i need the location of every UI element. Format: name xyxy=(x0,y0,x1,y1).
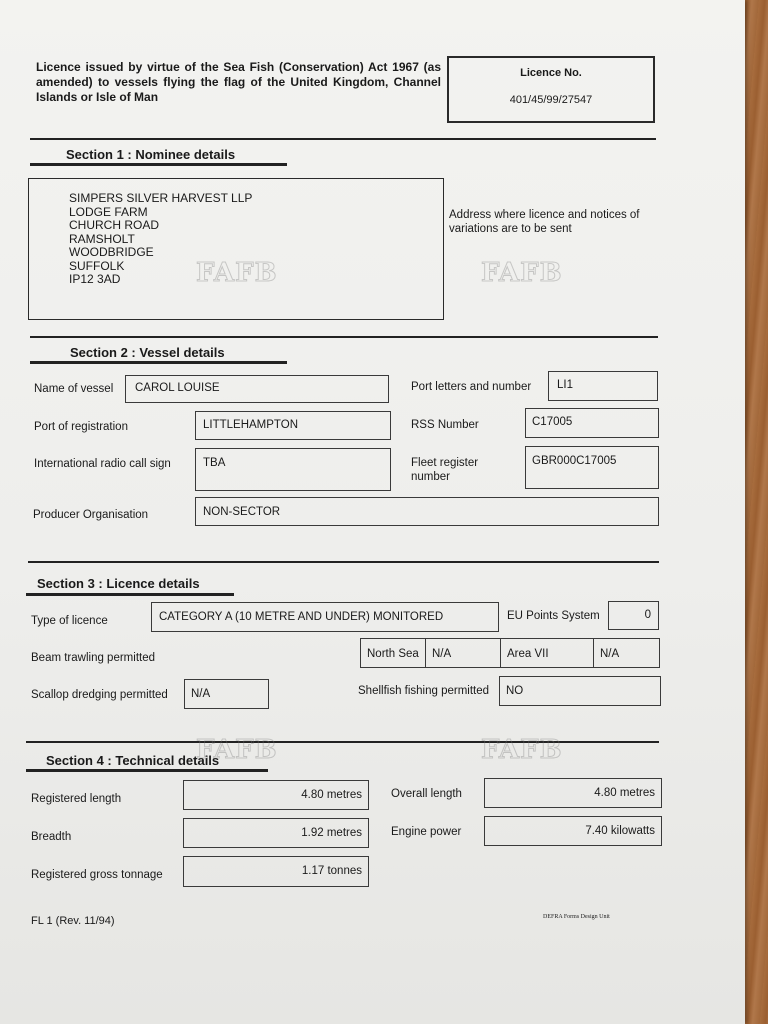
licence-type-field xyxy=(151,602,499,632)
intro-text: Licence issued by virtue of the Sea Fish (Conservation) Act 1967 (as amended) to vessels flying the flag of the United Kingdom, Channel Islands or Isle of Man xyxy=(36,60,441,104)
vessel-name-label: Name of vessel xyxy=(34,383,114,395)
section3-underline xyxy=(26,593,234,596)
beam-trawling-grid xyxy=(360,638,660,668)
watermark: FAFB xyxy=(196,735,278,765)
radio-call-sign-field xyxy=(195,448,391,491)
registered-length-value: 4.80 metres xyxy=(301,789,362,801)
fleet-register-label xyxy=(411,456,478,484)
section2-top-rule xyxy=(30,336,658,338)
shellfish-fishing-label: Shellfish fishing permitted xyxy=(358,685,490,697)
overall-length-field xyxy=(484,778,662,808)
scallop-dredging-label: Scallop dredging permitted xyxy=(31,689,168,701)
licence-type-label: Type of licence xyxy=(31,615,108,627)
gross-tonnage-value: 1.17 tonnes xyxy=(301,865,362,877)
licence-type-value: CATEGORY A (10 METRE AND UNDER) MONITORED xyxy=(159,611,444,623)
section2-underline xyxy=(30,361,287,364)
address-line: IP12 3AD xyxy=(69,272,121,286)
radio-call-sign-label: International radio call sign xyxy=(34,458,171,470)
radio-call-sign-value: TBA xyxy=(203,457,226,469)
address-line: SUFFOLK xyxy=(69,258,125,273)
port-registration-label: Port of registration xyxy=(34,421,128,433)
breadth-value: 1.92 metres xyxy=(301,827,362,839)
section1-title: Section 1 : Nominee details xyxy=(66,147,236,162)
gross-tonnage-label: Registered gross tonnage xyxy=(31,869,163,881)
port-registration-field xyxy=(195,411,391,440)
port-letters-value: LI1 xyxy=(557,379,573,391)
engine-power-value: 7.40 kilowatts xyxy=(585,825,655,837)
area-vii-label: Area VII xyxy=(507,648,549,660)
scallop-dredging-value: N/A xyxy=(191,688,211,700)
fleet-register-label-line1: Fleet register xyxy=(411,457,479,469)
address-line: RAMSHOLT xyxy=(69,231,135,246)
eu-points-value: 0 xyxy=(644,609,651,621)
engine-power-label: Engine power xyxy=(391,826,462,838)
address-line: SIMPERS SILVER HARVEST LLP xyxy=(69,191,253,205)
gross-tonnage-field xyxy=(183,856,369,887)
grid-divider xyxy=(593,639,594,667)
registered-length-label: Registered length xyxy=(31,793,122,805)
eu-points-field xyxy=(608,601,659,630)
section4-underline xyxy=(26,769,268,772)
producer-org-field xyxy=(195,497,659,526)
section3-title: Section 3 : Licence details xyxy=(37,576,200,591)
north-sea-value: N/A xyxy=(432,648,452,660)
design-unit-credit: DEFRA Forms Design Unit xyxy=(543,914,610,920)
north-sea-label: North Sea xyxy=(367,648,419,660)
address-line: WOODBRIDGE xyxy=(69,245,154,259)
licence-no-value: 401/45/99/27547 xyxy=(509,94,593,106)
fleet-register-value: GBR000C17005 xyxy=(532,455,617,467)
section4-title: Section 4 : Technical details xyxy=(46,753,220,768)
section3-top-rule xyxy=(28,561,659,563)
section4-top-rule xyxy=(26,741,659,743)
form-reference: FL 1 (Rev. 11/94) xyxy=(31,915,115,927)
overall-length-value: 4.80 metres xyxy=(594,787,655,799)
vessel-name-value: CAROL LOUISE xyxy=(135,382,220,394)
fleet-register-label-line2: number xyxy=(411,471,450,483)
watermark: FAFB xyxy=(196,258,278,288)
registered-length-field xyxy=(183,780,369,810)
beam-trawling-label: Beam trawling permitted xyxy=(31,652,155,664)
nominee-address-box xyxy=(28,178,444,320)
watermark: FAFB xyxy=(481,735,563,765)
port-letters-label: Port letters and number xyxy=(411,381,532,393)
rss-number-label: RSS Number xyxy=(411,419,479,431)
fleet-register-field xyxy=(525,446,659,489)
overall-length-label: Overall length xyxy=(391,788,462,800)
address-note: Address where licence and notices of variations are to be sent xyxy=(449,209,640,235)
grid-divider xyxy=(500,639,501,667)
breadth-label: Breadth xyxy=(31,831,72,843)
shellfish-fishing-field xyxy=(499,676,661,706)
section2-title: Section 2 : Vessel details xyxy=(70,345,225,360)
eu-points-label: EU Points System xyxy=(507,610,600,622)
vessel-name-field xyxy=(125,375,389,403)
rss-number-value: C17005 xyxy=(532,416,573,428)
address-line: LODGE FARM xyxy=(69,204,148,219)
watermark: FAFB xyxy=(481,258,563,288)
breadth-field xyxy=(183,818,369,848)
scallop-dredging-field xyxy=(184,679,269,709)
engine-power-field xyxy=(484,816,662,846)
port-registration-value: LITTLEHAMPTON xyxy=(203,419,298,431)
section1-top-rule xyxy=(30,138,656,140)
port-letters-field xyxy=(548,371,658,401)
address-line: CHURCH ROAD xyxy=(69,218,159,232)
licence-no-label: Licence No. xyxy=(520,67,582,79)
producer-org-label: Producer Organisation xyxy=(33,509,149,521)
licence-no-box xyxy=(447,56,655,123)
shellfish-fishing-value: NO xyxy=(506,685,524,697)
section1-underline xyxy=(30,163,287,166)
rss-number-field xyxy=(525,408,659,438)
grid-divider xyxy=(425,639,426,667)
area-vii-value: N/A xyxy=(600,648,620,660)
producer-org-value: NON-SECTOR xyxy=(203,506,281,518)
